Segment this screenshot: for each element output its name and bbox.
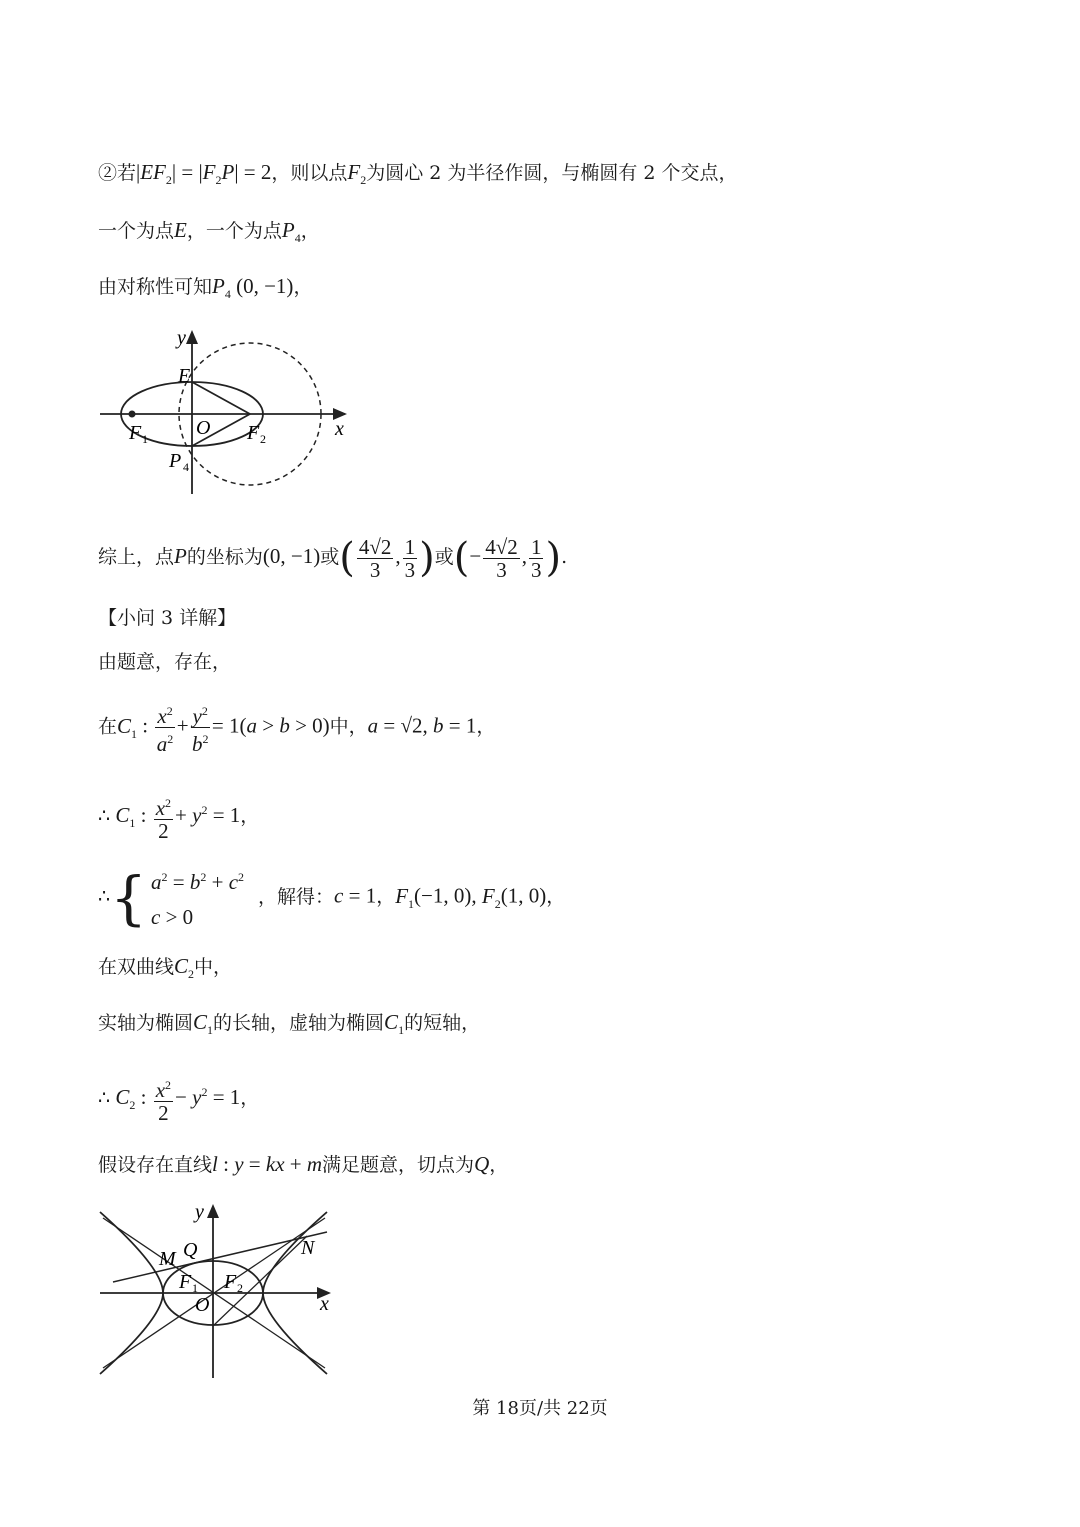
y-label: y	[195, 1201, 204, 1223]
text-line-11: 实轴为椭圆$C_1$的长轴，虚轴为椭圆$C_1$的短轴，	[98, 1010, 481, 1038]
text: ，	[376, 885, 396, 908]
text: .	[561, 546, 568, 568]
f1-point	[129, 411, 136, 418]
ellipse-circle-figure	[95, 322, 365, 502]
f1-label: F	[129, 422, 142, 444]
o-label: O	[195, 1294, 210, 1316]
text: 实轴为椭圆	[98, 1012, 194, 1034]
f1-label: F	[179, 1271, 192, 1293]
text: 为圆心 2 为半径作圆，与椭圆有 2 个交点，	[366, 162, 738, 184]
text-line-4: 综上，点P的坐标为(0, −1)或( $\frac{4√2}{3}$ , $\frac{1}{3}$ )或(− $\frac{4√2}{3}$ , $\frac{1}{3}$ ).	[98, 534, 568, 582]
f2-sub: 2	[237, 1281, 243, 1295]
text-line-12: ∴ $C_2$ : $\frac{x^2}{2}$ − $y^2 = 1$，	[98, 1068, 259, 1129]
text: ，	[489, 1154, 509, 1176]
f2-label: F	[247, 422, 260, 444]
text: ∴	[98, 1087, 111, 1109]
text: 一个为点	[98, 220, 175, 242]
e-label: E	[178, 365, 191, 387]
text: 满足题意，切点为	[322, 1154, 475, 1176]
text: 综上，点	[98, 546, 175, 568]
page-footer: 第 18页/共 22页	[472, 1398, 608, 1419]
text: 【小问 3 详解】	[98, 607, 237, 629]
p4-label: P	[169, 450, 182, 472]
text: ②若	[98, 162, 137, 184]
hyperbola-ellipse-figure	[95, 1198, 345, 1380]
y-axis-arrow	[186, 330, 198, 344]
o-label: O	[196, 417, 211, 439]
text-line-2: 一个为点E，一个为点$P_4$，	[98, 218, 320, 246]
n-label: N	[301, 1237, 315, 1259]
text-line-6	[98, 650, 231, 674]
text: ，一个为点	[186, 220, 282, 242]
text: ，	[240, 1087, 260, 1109]
m-label: M	[159, 1248, 176, 1270]
text-line-3: 由对称性可知$P_4$ (0, −1)，	[98, 274, 313, 302]
text: ∴	[98, 805, 111, 827]
segment-ef2	[192, 382, 250, 414]
f1-sub: 1	[192, 1281, 198, 1295]
text: ，	[240, 805, 260, 827]
text-line-10: 在双曲线$C_2$中，	[98, 954, 233, 982]
text: 或	[434, 546, 454, 568]
text-line-8: ∴ $C_1$ : $\frac{x^2}{2}$ + $y^2 = 1$，	[98, 786, 259, 847]
y-label: y	[177, 327, 186, 349]
f2-label: F	[224, 1271, 237, 1293]
text: 或	[320, 546, 340, 568]
text: 中，	[329, 715, 368, 738]
text-line-1: ②若$|EF_2| = |F_2P| = 2$，则以点$F_2$为圆心 2 为半径作圆，与椭圆有 2 个交点，	[98, 160, 738, 188]
f1-sub: 1	[142, 432, 148, 446]
text: 由题意，存在，	[98, 651, 232, 673]
q-label: Q	[183, 1239, 198, 1261]
section-heading	[98, 606, 236, 630]
text: 在	[98, 715, 118, 738]
p4-sub: 4	[183, 460, 189, 474]
text: 由对称性可知	[98, 276, 213, 298]
text: ∴	[98, 885, 111, 908]
text: 中，	[194, 956, 233, 978]
text: ，则以点	[271, 162, 348, 184]
f2-sub: 2	[260, 432, 266, 446]
x-label: x	[320, 1293, 329, 1315]
text: ，	[476, 715, 496, 738]
text: ，	[293, 276, 313, 298]
text-line-13: 假设存在直线l : y = kx + m满足题意，切点为Q，	[98, 1152, 509, 1176]
text: 的坐标为	[186, 546, 263, 568]
x-label: x	[335, 418, 344, 440]
text: 在双曲线	[98, 956, 175, 978]
y-axis-arrow	[207, 1204, 219, 1218]
text: 的长轴，虚轴为椭圆	[213, 1012, 385, 1034]
text-line-7: 在$C_1$ : $\frac{x^2}{a^2}$ + $\frac{y^2}{b^2}$ = 1(a > b > 0)中，a = √2, b = 1，	[98, 700, 495, 758]
text-line-9: ∴ { $a^2 = b^2 + c^2$ c > 0 ，解得：c = 1，$F_1(-1$, 0), $F_2(1$, 0)，	[98, 863, 566, 932]
text: 的短轴，	[404, 1012, 481, 1034]
text: ，解得：	[258, 885, 335, 908]
text: ，	[300, 220, 320, 242]
text: ，	[546, 885, 566, 908]
text: 假设存在直线	[98, 1154, 213, 1176]
